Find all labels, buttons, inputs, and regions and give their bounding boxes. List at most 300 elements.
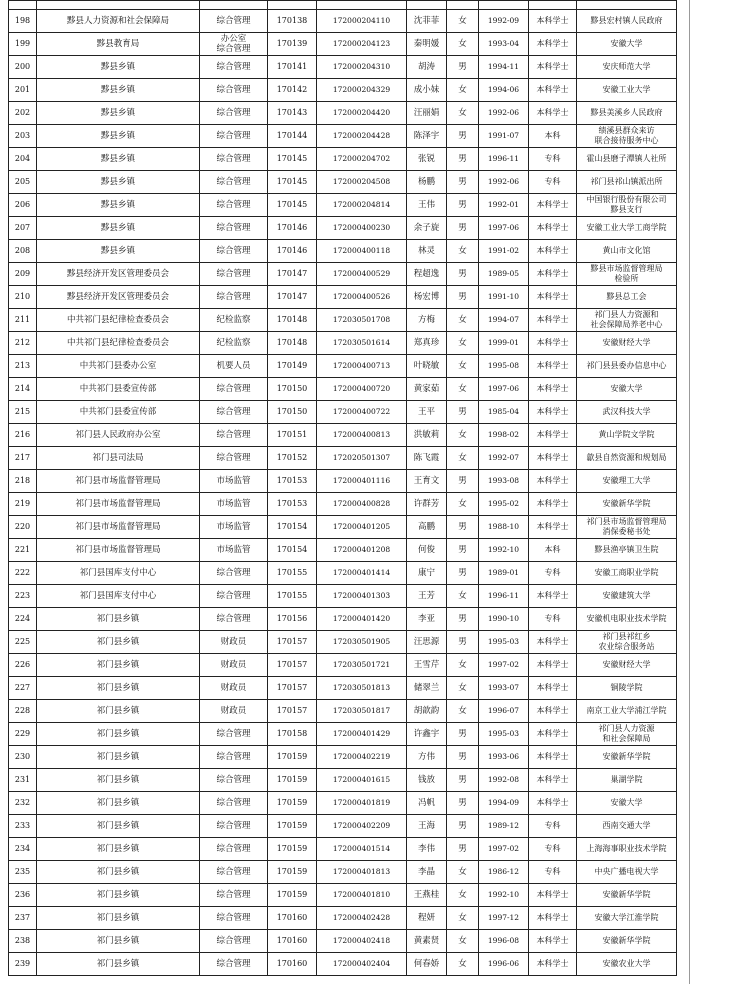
name-cell: 胡歆韵: [407, 700, 447, 723]
sex-cell: 女: [447, 884, 479, 907]
row-number-cell: 234: [9, 838, 37, 861]
exam-number-cell: 172000402219: [317, 746, 407, 769]
name-cell: 杨鹏: [407, 171, 447, 194]
birth-cell: 1996-07: [479, 700, 529, 723]
exam-number-cell: 172000400230: [317, 217, 407, 240]
sex-cell: 女: [447, 424, 479, 447]
position-code-cell: 170146: [268, 240, 317, 263]
table-row: [9, 470, 677, 493]
exam-number-cell: 172000204702: [317, 148, 407, 171]
unit-cell: 祁门县乡镇: [37, 654, 200, 677]
education-cell: 本科学士: [529, 930, 577, 953]
education-cell: 本科学士: [529, 470, 577, 493]
position-code-cell: 170138: [268, 10, 317, 33]
education-cell: 专科: [529, 171, 577, 194]
unit-cell: [37, 1, 200, 10]
education-cell: 专科: [529, 838, 577, 861]
unit-cell: 黟县乡镇: [37, 217, 200, 240]
unit-cell: 祁门县国库支付中心: [37, 562, 200, 585]
affiliation-cell: 安徽财经大学: [577, 332, 677, 355]
birth-cell: 1989-01: [479, 562, 529, 585]
affiliation-cell: 祁门县祁红乡 农业综合服务站: [577, 631, 677, 654]
birth-cell: 1992-06: [479, 102, 529, 125]
row-number-cell: 239: [9, 953, 37, 976]
name-cell: 王燕桂: [407, 884, 447, 907]
name-cell: 王海: [407, 815, 447, 838]
position-category-cell: 机要人员: [200, 355, 268, 378]
sex-cell: 男: [447, 401, 479, 424]
position-code-cell: [268, 1, 317, 10]
position-category-cell: 综合管理: [200, 10, 268, 33]
position-code-cell: 170159: [268, 861, 317, 884]
birth-cell: 1991-02: [479, 240, 529, 263]
birth-cell: 1995-02: [479, 493, 529, 516]
position-category-cell: 财政员: [200, 631, 268, 654]
education-cell: 本科: [529, 539, 577, 562]
table-row: [9, 861, 677, 884]
unit-cell: 祁门县乡镇: [37, 723, 200, 746]
name-cell: 何俊: [407, 539, 447, 562]
unit-cell: 黟县乡镇: [37, 240, 200, 263]
position-category-cell: 综合管理: [200, 102, 268, 125]
exam-number-cell: 172000400526: [317, 286, 407, 309]
position-category-cell: 综合管理: [200, 447, 268, 470]
name-cell: 王伟: [407, 194, 447, 217]
name-cell: [407, 1, 447, 10]
position-code-cell: 170142: [268, 79, 317, 102]
position-category-cell: 综合管理: [200, 608, 268, 631]
affiliation-cell: 祁门县人力资源和 社会保障局养老中心: [577, 309, 677, 332]
position-category-cell: 综合管理: [200, 930, 268, 953]
affiliation-cell: 武汉科技大学: [577, 401, 677, 424]
unit-cell: 黟县乡镇: [37, 148, 200, 171]
table-row: [9, 953, 677, 976]
education-cell: 本科学士: [529, 585, 577, 608]
name-cell: 程超逸: [407, 263, 447, 286]
position-category-cell: 综合管理: [200, 861, 268, 884]
exam-number-cell: 172000401819: [317, 792, 407, 815]
exam-number-cell: 172030501721: [317, 654, 407, 677]
row-number-cell: 236: [9, 884, 37, 907]
education-cell: 本科学士: [529, 792, 577, 815]
position-code-cell: 170146: [268, 217, 317, 240]
birth-cell: 1994-07: [479, 309, 529, 332]
position-code-cell: 170148: [268, 309, 317, 332]
row-number-cell: 223: [9, 585, 37, 608]
unit-cell: 中共祁门县纪律检查委员会: [37, 332, 200, 355]
name-cell: 李伟: [407, 838, 447, 861]
education-cell: 本科学士: [529, 631, 577, 654]
birth-cell: 1997-06: [479, 217, 529, 240]
table-row: [9, 447, 677, 470]
name-cell: 余子旋: [407, 217, 447, 240]
sex-cell: 女: [447, 585, 479, 608]
row-number-cell: 238: [9, 930, 37, 953]
row-number-cell: 231: [9, 769, 37, 792]
table-row: [9, 263, 677, 286]
birth-cell: 1991-07: [479, 125, 529, 148]
row-number-cell: 230: [9, 746, 37, 769]
exam-number-cell: 172000204814: [317, 194, 407, 217]
education-cell: 本科学士: [529, 378, 577, 401]
row-number-cell: 227: [9, 677, 37, 700]
affiliation-cell: 黄山学院文学院: [577, 424, 677, 447]
position-code-cell: 170147: [268, 263, 317, 286]
unit-cell: 黟县经济开发区管理委员会: [37, 286, 200, 309]
affiliation-cell: 黄山市文化馆: [577, 240, 677, 263]
exam-number-cell: 172020501307: [317, 447, 407, 470]
affiliation-cell: 绩溪县群众来访 联合接待服务中心: [577, 125, 677, 148]
birth-cell: 1997-12: [479, 907, 529, 930]
position-category-cell: 综合管理: [200, 378, 268, 401]
unit-cell: 祁门县乡镇: [37, 907, 200, 930]
sex-cell: 女: [447, 102, 479, 125]
affiliation-cell: 安徽建筑大学: [577, 585, 677, 608]
exam-number-cell: 172000401420: [317, 608, 407, 631]
sex-cell: 男: [447, 792, 479, 815]
position-code-cell: 170159: [268, 838, 317, 861]
affiliation-cell: 安徽新华学院: [577, 930, 677, 953]
row-number-cell: 235: [9, 861, 37, 884]
position-code-cell: 170149: [268, 355, 317, 378]
birth-cell: 1989-12: [479, 815, 529, 838]
position-category-cell: 市场监管: [200, 516, 268, 539]
position-code-cell: 170152: [268, 447, 317, 470]
position-code-cell: 170160: [268, 953, 317, 976]
unit-cell: 黟县乡镇: [37, 56, 200, 79]
unit-cell: 黟县乡镇: [37, 125, 200, 148]
sex-cell: 男: [447, 723, 479, 746]
table-row: [9, 240, 677, 263]
education-cell: 本科学士: [529, 309, 577, 332]
name-cell: 高鹏: [407, 516, 447, 539]
position-code-cell: 170157: [268, 654, 317, 677]
exam-number-cell: 172000204508: [317, 171, 407, 194]
row-number-cell: 205: [9, 171, 37, 194]
table-row: [9, 125, 677, 148]
name-cell: 康宁: [407, 562, 447, 585]
birth-cell: 1992-07: [479, 447, 529, 470]
birth-cell: 1990-10: [479, 608, 529, 631]
exam-number-cell: 172000402418: [317, 930, 407, 953]
table-row: [9, 677, 677, 700]
position-category-cell: 综合管理: [200, 56, 268, 79]
position-category-cell: 综合管理: [200, 401, 268, 424]
table-row: [9, 332, 677, 355]
birth-cell: 1996-11: [479, 585, 529, 608]
affiliation-cell: 安庆师范大学: [577, 56, 677, 79]
exam-number-cell: 172030501813: [317, 677, 407, 700]
row-number-cell: 206: [9, 194, 37, 217]
sex-cell: 女: [447, 309, 479, 332]
sex-cell: 男: [447, 539, 479, 562]
table-row: [9, 792, 677, 815]
position-code-cell: 170145: [268, 194, 317, 217]
unit-cell: 祁门县乡镇: [37, 608, 200, 631]
birth-cell: 1995-03: [479, 723, 529, 746]
sex-cell: 男: [447, 171, 479, 194]
education-cell: 本科学士: [529, 654, 577, 677]
position-code-cell: 170150: [268, 378, 317, 401]
birth-cell: 1994-06: [479, 79, 529, 102]
table-row-partial: [9, 1, 677, 10]
position-code-cell: 170141: [268, 56, 317, 79]
position-code-cell: 170159: [268, 746, 317, 769]
sex-cell: [447, 1, 479, 10]
name-cell: 方梅: [407, 309, 447, 332]
table-row: [9, 309, 677, 332]
birth-cell: 1993-06: [479, 746, 529, 769]
row-number-cell: 199: [9, 33, 37, 56]
sex-cell: 男: [447, 125, 479, 148]
birth-cell: 1994-11: [479, 56, 529, 79]
exam-number-cell: 172000400118: [317, 240, 407, 263]
exam-number-cell: 172000204420: [317, 102, 407, 125]
exam-number-cell: 172000401615: [317, 769, 407, 792]
name-cell: 汪丽娟: [407, 102, 447, 125]
position-code-cell: 170156: [268, 608, 317, 631]
birth-cell: 1988-10: [479, 516, 529, 539]
position-code-cell: 170159: [268, 769, 317, 792]
birth-cell: 1996-11: [479, 148, 529, 171]
education-cell: 本科学士: [529, 33, 577, 56]
sex-cell: 男: [447, 769, 479, 792]
row-number-cell: 226: [9, 654, 37, 677]
name-cell: 钱放: [407, 769, 447, 792]
affiliation-cell: 祁门县祁山镇派出所: [577, 171, 677, 194]
affiliation-cell: 安徽工业大学: [577, 79, 677, 102]
position-code-cell: 170151: [268, 424, 317, 447]
exam-number-cell: 172000401429: [317, 723, 407, 746]
table-row: [9, 884, 677, 907]
position-category-cell: 综合管理: [200, 907, 268, 930]
position-category-cell: 综合管理: [200, 953, 268, 976]
affiliation-cell: [577, 1, 677, 10]
position-code-cell: 170158: [268, 723, 317, 746]
education-cell: 本科学士: [529, 355, 577, 378]
affiliation-cell: 安徽新华学院: [577, 493, 677, 516]
affiliation-cell: 安徽工业大学工商学院: [577, 217, 677, 240]
education-cell: 本科学士: [529, 424, 577, 447]
name-cell: 汪思源: [407, 631, 447, 654]
birth-cell: 1993-08: [479, 470, 529, 493]
education-cell: 本科学士: [529, 953, 577, 976]
education-cell: 本科学士: [529, 769, 577, 792]
education-cell: 本科学士: [529, 746, 577, 769]
education-cell: 专科: [529, 815, 577, 838]
affiliation-cell: 安徽机电职业技术学院: [577, 608, 677, 631]
exam-number-cell: 172000402209: [317, 815, 407, 838]
affiliation-cell: 中国银行股份有限公司 黟县支行: [577, 194, 677, 217]
unit-cell: 黟县乡镇: [37, 79, 200, 102]
row-number-cell: 237: [9, 907, 37, 930]
education-cell: 本科学士: [529, 10, 577, 33]
sex-cell: 女: [447, 953, 479, 976]
table-row: [9, 217, 677, 240]
sex-cell: 男: [447, 470, 479, 493]
exam-number-cell: 172000401810: [317, 884, 407, 907]
position-category-cell: 综合管理: [200, 263, 268, 286]
birth-cell: 1985-04: [479, 401, 529, 424]
unit-cell: 祁门县市场监督管理局: [37, 539, 200, 562]
unit-cell: 祁门县乡镇: [37, 631, 200, 654]
exam-number-cell: 172000400813: [317, 424, 407, 447]
row-number-cell: 200: [9, 56, 37, 79]
sex-cell: 男: [447, 815, 479, 838]
affiliation-cell: 中央广播电视大学: [577, 861, 677, 884]
table-row: [9, 562, 677, 585]
row-number-cell: 222: [9, 562, 37, 585]
education-cell: 本科: [529, 125, 577, 148]
affiliation-cell: 安徽新华学院: [577, 884, 677, 907]
position-code-cell: 170148: [268, 332, 317, 355]
birth-cell: 1997-06: [479, 378, 529, 401]
exam-number-cell: 172000204329: [317, 79, 407, 102]
position-category-cell: 综合管理: [200, 424, 268, 447]
sex-cell: 男: [447, 562, 479, 585]
position-category-cell: [200, 1, 268, 10]
unit-cell: 祁门县乡镇: [37, 792, 200, 815]
row-number-cell: 224: [9, 608, 37, 631]
table-row: [9, 608, 677, 631]
table-row: [9, 700, 677, 723]
position-category-cell: 办公室 综合管理: [200, 33, 268, 56]
exam-number-cell: 172030501708: [317, 309, 407, 332]
name-cell: 李亚: [407, 608, 447, 631]
exam-number-cell: 172000400713: [317, 355, 407, 378]
exam-number-cell: 172000400722: [317, 401, 407, 424]
table-row: [9, 148, 677, 171]
affiliation-cell: 安徽工商职业学院: [577, 562, 677, 585]
position-code-cell: 170139: [268, 33, 317, 56]
unit-cell: 黟县乡镇: [37, 194, 200, 217]
affiliation-cell: 安徽大学: [577, 792, 677, 815]
table-row: [9, 907, 677, 930]
name-cell: 沈菲菲: [407, 10, 447, 33]
page-edge-rule: [689, 0, 690, 984]
affiliation-cell: 上海海事职业技术学院: [577, 838, 677, 861]
name-cell: 洪敏莉: [407, 424, 447, 447]
row-number-cell: 215: [9, 401, 37, 424]
name-cell: 叶晓敏: [407, 355, 447, 378]
education-cell: 专科: [529, 148, 577, 171]
sex-cell: 女: [447, 79, 479, 102]
table-row: [9, 539, 677, 562]
exam-number-cell: 172000402404: [317, 953, 407, 976]
sex-cell: 女: [447, 10, 479, 33]
sex-cell: 女: [447, 907, 479, 930]
table-row: [9, 194, 677, 217]
sex-cell: 女: [447, 332, 479, 355]
exam-number-cell: 172000402428: [317, 907, 407, 930]
name-cell: 秦明媛: [407, 33, 447, 56]
sex-cell: 男: [447, 263, 479, 286]
exam-number-cell: 172000401303: [317, 585, 407, 608]
row-number-cell: 203: [9, 125, 37, 148]
position-code-cell: 170159: [268, 815, 317, 838]
name-cell: 林灵: [407, 240, 447, 263]
table-row: [9, 424, 677, 447]
sex-cell: 女: [447, 355, 479, 378]
row-number-cell: 211: [9, 309, 37, 332]
position-code-cell: 170150: [268, 401, 317, 424]
position-category-cell: 综合管理: [200, 240, 268, 263]
position-code-cell: 170147: [268, 286, 317, 309]
position-code-cell: 170153: [268, 493, 317, 516]
unit-cell: 中共祁门县委办公室: [37, 355, 200, 378]
birth-cell: 1992-08: [479, 769, 529, 792]
position-category-cell: 综合管理: [200, 792, 268, 815]
birth-cell: 1991-10: [479, 286, 529, 309]
sex-cell: 男: [447, 194, 479, 217]
position-code-cell: 170160: [268, 907, 317, 930]
sex-cell: 女: [447, 33, 479, 56]
position-category-cell: 综合管理: [200, 723, 268, 746]
exam-number-cell: 172000401205: [317, 516, 407, 539]
roster-table: [8, 0, 677, 976]
position-code-cell: 170145: [268, 148, 317, 171]
table-row: [9, 355, 677, 378]
name-cell: 王雪芹: [407, 654, 447, 677]
table-row: [9, 493, 677, 516]
position-code-cell: 170159: [268, 884, 317, 907]
position-code-cell: 170157: [268, 677, 317, 700]
sex-cell: 女: [447, 700, 479, 723]
name-cell: 程妍: [407, 907, 447, 930]
position-category-cell: 综合管理: [200, 585, 268, 608]
exam-number-cell: 172000401514: [317, 838, 407, 861]
position-category-cell: 纪检监察: [200, 309, 268, 332]
row-number-cell: 212: [9, 332, 37, 355]
name-cell: 方伟: [407, 746, 447, 769]
table-row: [9, 631, 677, 654]
birth-cell: 1992-09: [479, 10, 529, 33]
position-category-cell: 综合管理: [200, 148, 268, 171]
row-number-cell: 229: [9, 723, 37, 746]
row-number-cell: 204: [9, 148, 37, 171]
exam-number-cell: 172000401116: [317, 470, 407, 493]
sex-cell: 男: [447, 838, 479, 861]
unit-cell: 黟县经济开发区管理委员会: [37, 263, 200, 286]
education-cell: 本科学士: [529, 79, 577, 102]
row-number-cell: 201: [9, 79, 37, 102]
sex-cell: 男: [447, 631, 479, 654]
table-row: [9, 401, 677, 424]
position-category-cell: 综合管理: [200, 769, 268, 792]
sex-cell: 女: [447, 677, 479, 700]
education-cell: 本科学士: [529, 286, 577, 309]
exam-number-cell: [317, 1, 407, 10]
position-category-cell: 综合管理: [200, 125, 268, 148]
unit-cell: 祁门县乡镇: [37, 861, 200, 884]
unit-cell: 中共祁门县纪律检查委员会: [37, 309, 200, 332]
position-category-cell: 综合管理: [200, 838, 268, 861]
education-cell: 本科学士: [529, 56, 577, 79]
row-number-cell: [9, 1, 37, 10]
name-cell: 王育文: [407, 470, 447, 493]
exam-number-cell: 172000401813: [317, 861, 407, 884]
exam-number-cell: 172000401208: [317, 539, 407, 562]
sex-cell: 女: [447, 654, 479, 677]
education-cell: 本科学士: [529, 907, 577, 930]
exam-number-cell: 172000204123: [317, 33, 407, 56]
education-cell: 本科学士: [529, 493, 577, 516]
affiliation-cell: 祁门县县委办信息中心: [577, 355, 677, 378]
unit-cell: 中共祁门县委宣传部: [37, 401, 200, 424]
table-row: [9, 723, 677, 746]
affiliation-cell: 南京工业大学浦江学院: [577, 700, 677, 723]
position-category-cell: 综合管理: [200, 217, 268, 240]
